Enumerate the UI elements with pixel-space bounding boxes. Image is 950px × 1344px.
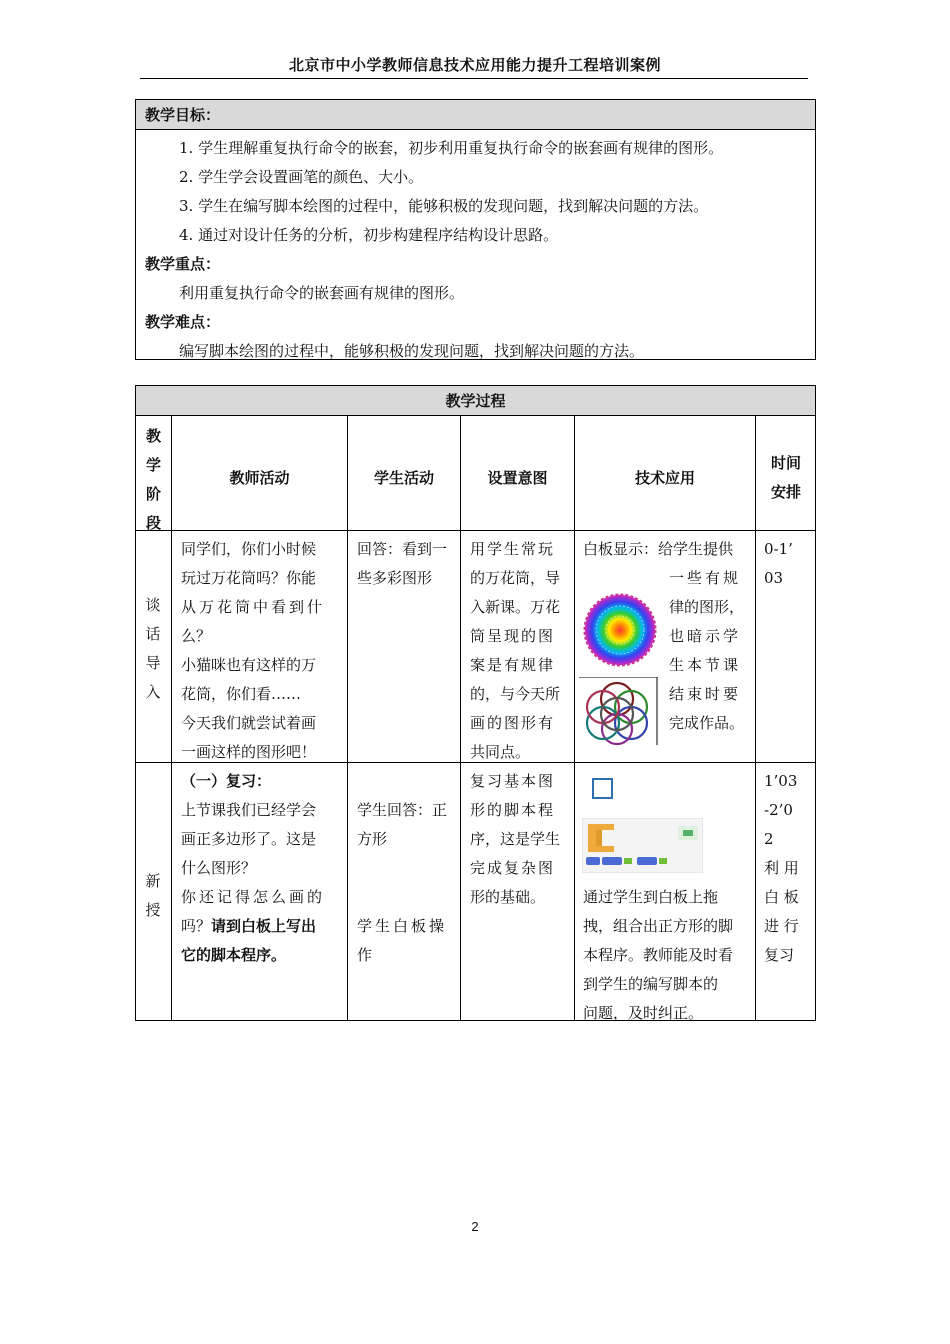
header-tech: 技术应用: [634, 469, 695, 487]
document-header: 北京市中小学教师信息技术应用能力提升工程培训案例: [288, 56, 661, 74]
header-stage: 教 学 阶 段: [145, 427, 161, 532]
kaleidoscope-rainbow-image: [583, 593, 657, 667]
col-divider: [347, 416, 348, 1020]
col-divider: [460, 416, 461, 1020]
goals-heading: 教学目标：: [136, 100, 815, 130]
goal-item-3: 3. 学生在编写脚本绘图的过程中，能够积极的发现问题，找到解决问题的方法。: [179, 197, 709, 215]
teaching-goals-box: [135, 99, 816, 360]
header-intent: 设置意图: [487, 469, 548, 487]
key-point-text: 利用重复执行命令的嵌套画有规律的图形。: [179, 284, 465, 302]
difficulty-text: 编写脚本绘图的过程中，能够积极的发现问题，找到解决问题的方法。: [179, 342, 645, 360]
col-divider: [171, 416, 172, 1020]
goal-item-1: 1. 学生理解重复执行命令的嵌套，初步利用重复执行命令的嵌套画有规律的图形。: [179, 139, 724, 157]
difficulty-heading: 教学难点：: [145, 313, 221, 331]
script-blocks-image: [582, 818, 703, 873]
stage-new-lesson: 新 授: [145, 872, 161, 919]
intro-teacher-activity: 同学们，你们小时候 玩过万花筒吗？你能 从万花筒中看到什 么？ 小猫咪也有这样的万 花筒，你们看…… 今天我们就尝试着画 一画这样的图形吧！: [181, 540, 326, 761]
lesson-tech: 通过学生到白板上拖 拽，组合出正方形的脚 本程序。教师能及时看 到学生的编写脚本的 问题，及时纠正。: [583, 888, 734, 1022]
intro-time: 0-1’ 03: [764, 540, 793, 587]
header-rule: [140, 78, 808, 79]
goal-item-4: 4. 通过对设计任务的分析，初步构建程序结构设计思路。: [179, 226, 559, 244]
lesson-student-activity: 学生回答：正 方形: [357, 801, 448, 848]
col-divider: [574, 416, 575, 1020]
goal-item-2: 2. 学生学会设置画笔的颜色、大小。: [179, 168, 424, 186]
page-number: 2: [471, 1219, 479, 1234]
intro-student-activity: 回答：看到一 些多彩图形: [357, 540, 448, 587]
lesson-intent: 复习基本图 形的脚本程 序，这是学生 完成复杂图 形的基础。: [470, 772, 561, 906]
lesson-teacher-activity: （一）复习： 上节课我们已经学会 画正多边形了。这是 什么图形？ 你还记得怎么画的 吗？请到白板上写出 它的脚本程序。: [181, 772, 326, 964]
header-student-activity: 学生活动: [373, 469, 434, 487]
key-point-heading: 教学重点：: [145, 255, 221, 273]
process-title: 教学过程: [136, 386, 815, 416]
intro-intent: 用学生常玩 的万花筒，导 入新课。万花 筒呈现的图 案是有规律 的，与今天所 画的图形有 共同点。: [470, 540, 561, 761]
square-shape-icon: [592, 778, 613, 799]
lesson-student-activity-2: 学生白板操 作: [357, 917, 448, 964]
stage-intro: 谈 话 导 入: [145, 596, 161, 701]
lesson-time: 1’03 -2’0 2 利 用 白 板 进 行 复习: [764, 772, 799, 964]
kaleidoscope-rings-image: [579, 677, 659, 745]
header-teacher-activity: 教师活动: [229, 469, 290, 487]
header-time: 时间 安排: [770, 454, 801, 501]
intro-tech-top: 白板显示：给学生提供: [583, 540, 734, 558]
intro-tech-side: 一些有规 律的图形， 也暗示学 生本节课 结束时要 完成作品。: [669, 569, 745, 732]
teaching-process-table: [135, 385, 816, 1021]
row-divider: [136, 530, 815, 531]
